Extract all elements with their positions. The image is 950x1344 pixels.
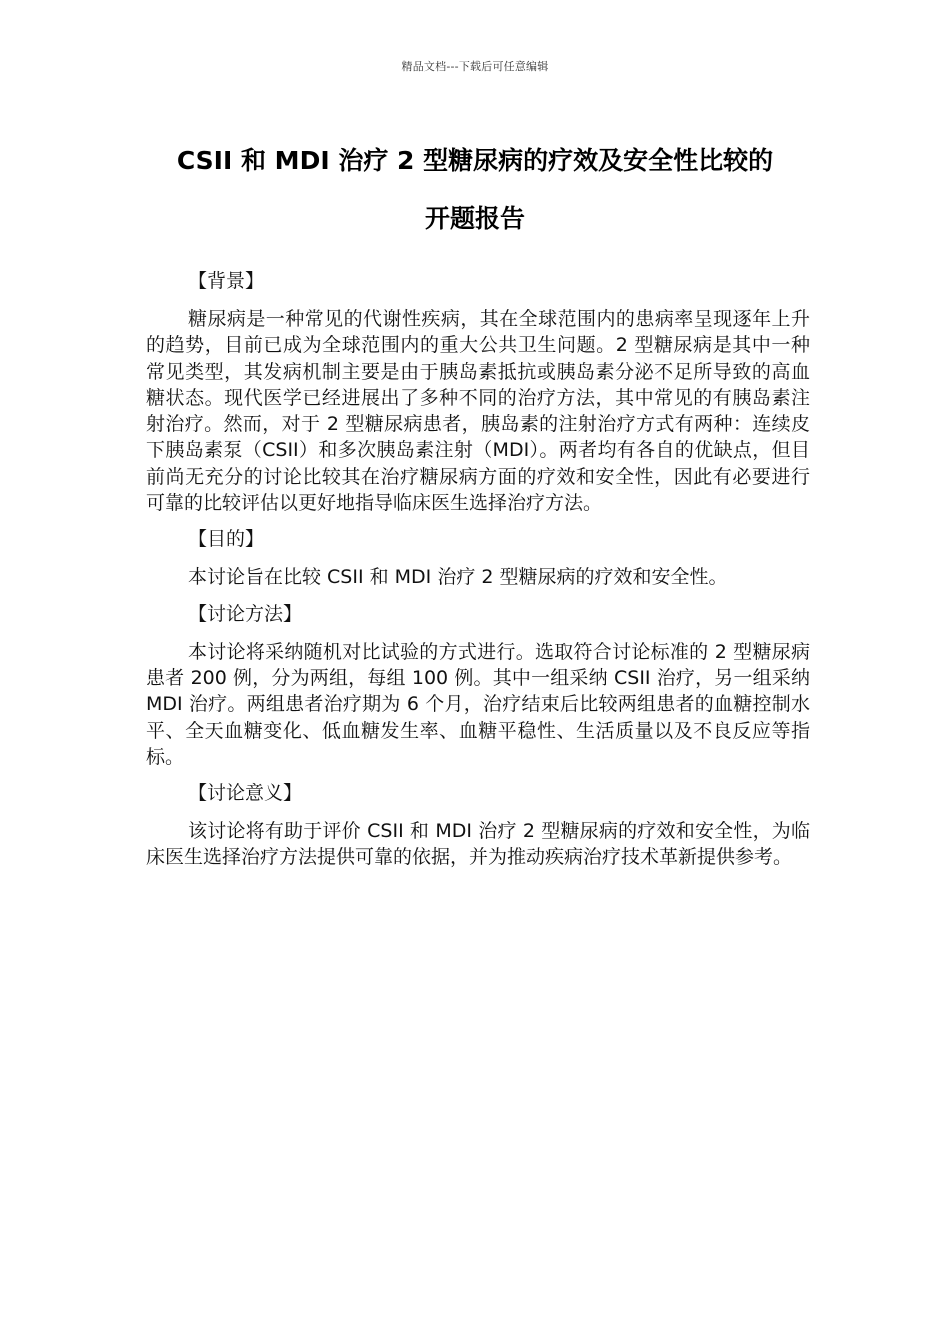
paragraph-method: 本讨论将采纳随机对比试验的方式进行。选取符合讨论标准的 2 型糖尿病患者 200 例，分为两组，每组 100 例。其中一组采纳 CSII 治疗，另一组采纳 MDI 治疗。两组患者治疗期为 6 个月，治疗结束后比较两组患者的血糖控制水平、全天血糖变化、低血糖发生率、血糖平稳性、生活质量以及不良反应等指标。 <box>146 640 810 768</box>
title-line-2: 开题报告 <box>424 204 525 233</box>
heading-purpose: 【目的】 <box>188 528 265 551</box>
document-title <box>100 132 850 248</box>
paragraph-purpose: 本讨论旨在比较 CSII 和 MDI 治疗 2 型糖尿病的疗效和安全性。 <box>188 566 728 589</box>
heading-significance: 【讨论意义】 <box>188 782 303 805</box>
heading-background: 【背景】 <box>188 270 265 292</box>
heading-method: 【讨论方法】 <box>188 602 303 625</box>
paragraph-background: 糖尿病是一种常见的代谢性疾病，其在全球范围内的患病率呈现逐年上升的趋势，目前已成为全球范围内的重大公共卫生问题。2 型糖尿病是其中一种常见类型，其发病机制主要是由于胰岛素抵抗或胰岛素分泌不足所导致的高血糖状态。现代医学已经进展出了多种不同的治疗方法，其中常见的有胰岛素注射治疗。然而，对于 2 型糖尿病患者，胰岛素的注射治疗方式有两种：连续皮下胰岛素泵（CSII）和多次胰岛素注射（MDI）。两者均有各自的优缺点，但目前尚无充分的讨论比较其在治疗糖尿病方面的疗效和安全性，因此有必要进行可靠的比较评估以更好地指导临床医生选择治疗方法。 <box>146 308 810 515</box>
document-body <box>146 268 810 881</box>
page-header-note: 精品文档---下载后可任意编辑 <box>401 60 549 73</box>
title-line-1: CSII 和 MDI 治疗 2 型糖尿病的疗效及安全性比较的 <box>176 146 774 175</box>
paragraph-significance: 该讨论将有助于评价 CSII 和 MDI 治疗 2 型糖尿病的疗效和安全性，为临床医生选择治疗方法提供可靠的依据，并为推动疾病治疗技术革新提供参考。 <box>146 820 810 869</box>
